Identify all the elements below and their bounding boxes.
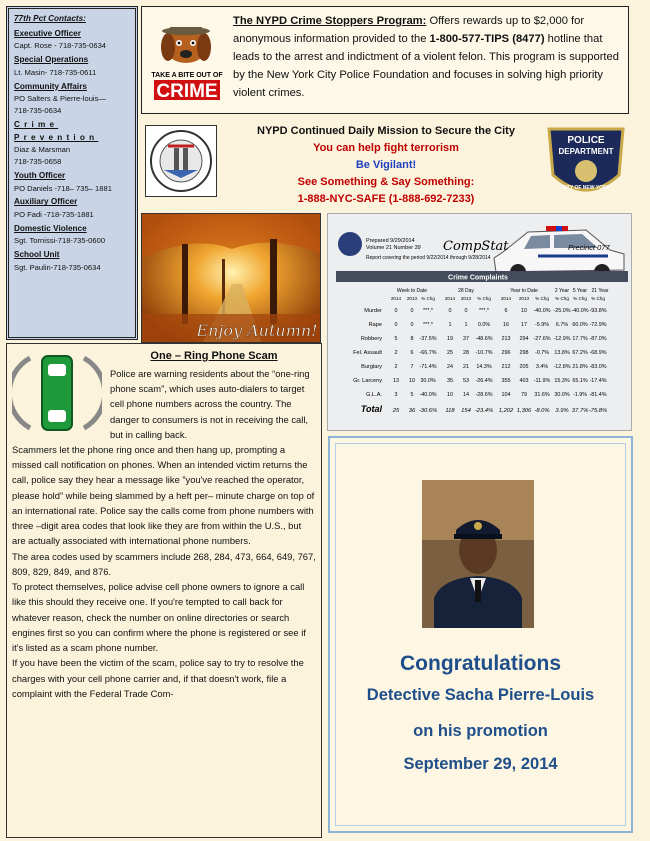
compstat-group-header: 2 Year (554, 288, 570, 294)
compstat-cell: 1 (464, 322, 468, 328)
compstat-cell: 0 (394, 322, 398, 328)
compstat-cell: 7 (410, 364, 414, 370)
compstat-cell: -87.0% (589, 336, 607, 342)
compstat-cell: 10 (409, 378, 415, 384)
compstat-prepared: Prepared 9/29/2014 (366, 238, 415, 244)
compstat-column-header: 2013 (518, 296, 530, 301)
compstat-total-cell: 37.7% (571, 408, 589, 414)
compstat-row-label: Fel. Assault (353, 350, 382, 356)
contact-heading: Community Affairs (14, 81, 87, 91)
compstat-cell: -11.9% (533, 378, 551, 384)
svg-text:TAKE A BITE OUT OF: TAKE A BITE OUT OF (151, 72, 223, 79)
compstat-cell: -28.6% (475, 392, 493, 398)
compstat-cell: 213 (501, 336, 511, 342)
compstat-cell: 10 (447, 392, 453, 398)
compstat-cell: 3 (394, 392, 398, 398)
compstat-cell: -40.0% (571, 308, 589, 314)
compstat-group-header: 28 Day (458, 288, 474, 294)
compstat-cell: -48.6% (475, 336, 493, 342)
autumn-caption: Enjoy Autumn! (196, 321, 318, 340)
compstat-cell: 17 (521, 322, 527, 328)
compstat-cell: -26.4% (475, 378, 493, 384)
compstat-cell: -81.4% (589, 392, 607, 398)
compstat-cell: 28 (463, 350, 469, 356)
compstat-cell: -72.9% (589, 322, 607, 328)
compstat-cell: -25.0% (553, 308, 571, 314)
compstat-cell: 104 (501, 392, 511, 398)
compstat-cell: ***.* (479, 308, 489, 314)
contact-heading: Crime Prevention (14, 119, 99, 142)
compstat-group-header: Week to Date (396, 288, 428, 294)
compstat-period: Report covering the period 9/22/2014 through 9/28/2014 (366, 255, 491, 261)
compstat-row-label: G.L.A. (366, 392, 382, 398)
compstat-cell: 17.7% (572, 336, 588, 342)
promotion-text: on his promotion (413, 722, 548, 740)
compstat-cell: 15.3% (554, 378, 570, 384)
compstat-cell: 31.6% (534, 392, 550, 398)
nypd-patch-icon (545, 123, 627, 201)
compstat-column-header: % Chg (477, 296, 491, 301)
mission-vigilant: Be Vigilant! (355, 159, 417, 172)
compstat-cell: -1.9% (572, 392, 588, 398)
contact-line: 718-735-0634 (14, 106, 62, 116)
compstat-column-header: 2013 (460, 296, 472, 301)
crime-stoppers-title: The NYPD Crime Stoppers Program: (233, 15, 427, 27)
compstat-row-label: Burglary (361, 364, 382, 370)
compstat-total-cell: -75.8% (588, 408, 608, 414)
compstat-cell: 8 (410, 336, 414, 342)
compstat-cell: 30.0% (554, 392, 570, 398)
compstat-cell: 67.2% (572, 350, 588, 356)
compstat-volume: Volume 21 Number 39 (366, 245, 421, 251)
crime-stoppers-text (233, 13, 623, 103)
contact-list (14, 28, 130, 274)
mission-terrorism: You can help fight terrorism (313, 142, 459, 155)
compstat-total-cell: -8.0% (534, 408, 550, 414)
compstat-cell: 60.0% (572, 322, 588, 328)
compstat-column-header: % Chg (555, 296, 569, 301)
compstat-total-cell: -30.6% (418, 408, 438, 414)
mission-hotline: 1-888-NYC-SAFE (1-888-692-7233) (297, 193, 475, 206)
compstat-total-cell: 1,306 (516, 408, 532, 414)
scam-paragraph-5: If you have been the victim of the scam, police say to try to resolve the charges with your cell phone carrier and, if that doesn't work, file a complaint with the Federal Trade Com- (12, 657, 304, 699)
compstat-cell: 0 (410, 308, 414, 314)
compstat-cell: 21 (463, 364, 469, 370)
compstat-cell: 0.0% (477, 322, 491, 328)
scam-paragraph-4: To protect themselves, police advise cell phone owners to ignore a call like this should they receive one. If you're tempted to call back for whatever reason, check the number on online directories or search engines first so you can confirm where the phone is registered or see if it's listed as a scam phone number. (12, 581, 306, 654)
congratulations-heading: Congratulations (400, 652, 561, 675)
compstat-row-label: Rape (368, 322, 382, 328)
crime-stoppers-body-1: Offers rewards up to $2,000 for anonymous information provided to the (233, 15, 585, 45)
compstat-cell: 37 (463, 336, 469, 342)
contact-heading: Domestic Violence (14, 223, 87, 233)
compstat-total-cell: 25 (392, 408, 400, 414)
detective-name: Detective Sacha Pierre-Louis (366, 686, 595, 704)
compstat-cell: -27.6% (533, 336, 551, 342)
compstat-cell: ***.* (423, 308, 433, 314)
compstat-table-title: Crime Complaints (448, 274, 508, 282)
mcgruff-logo (148, 17, 226, 105)
compstat-cell: -10.7% (475, 350, 493, 356)
patch-top-text: POLICE (567, 135, 605, 146)
compstat-cell: -83.0% (589, 364, 607, 370)
compstat-column-header: 2014 (500, 296, 512, 301)
compstat-cell: 14 (463, 392, 469, 398)
compstat-cell: 205 (519, 364, 529, 370)
contact-line: PO Fadi -718-735-1881 (14, 209, 94, 219)
compstat-cell: -0.7% (534, 350, 550, 356)
detective-photo (422, 480, 534, 628)
contact-line: 718-735-0658 (14, 157, 62, 167)
compstat-cell: -5.9% (534, 322, 550, 328)
compstat-cell: 53 (463, 378, 469, 384)
compstat-cell: 298 (519, 350, 529, 356)
compstat-cell: 13.8% (554, 350, 570, 356)
compstat-cell: 0 (410, 322, 414, 328)
compstat-cell: -68.9% (589, 350, 607, 356)
compstat-column-header: % Chg (535, 296, 549, 301)
compstat-cell: 65.1% (572, 378, 588, 384)
compstat-cell: 296 (501, 350, 511, 356)
compstat-total-cell: 154 (461, 408, 471, 414)
compstat-cell: 21.8% (572, 364, 588, 370)
svg-text:CRIME: CRIME (156, 81, 218, 102)
contacts-title: 77th Pct Contacts: (14, 14, 86, 23)
compstat-cell: -71.4% (419, 364, 437, 370)
contact-heading: School Unit (14, 250, 60, 260)
contacts-sidebar (6, 6, 138, 340)
contact-line: Sgt. Paulin-718-735-0634 (14, 262, 101, 272)
compstat-cell: 13 (393, 378, 399, 384)
compstat-precinct: Precinct 077 (568, 243, 610, 252)
contact-heading: Executive Officer (14, 28, 81, 38)
mission-text (221, 123, 551, 208)
compstat-column-header: 2013 (406, 296, 418, 301)
congratulations-panel (328, 436, 633, 833)
compstat-cell: 35 (447, 378, 453, 384)
compstat-cell: 30.0% (420, 378, 436, 384)
contact-heading: Youth Officer (14, 170, 66, 180)
compstat-column-header: % Chg (573, 296, 587, 301)
compstat-cell: 16 (503, 322, 509, 328)
compstat-cell: 2 (394, 350, 398, 356)
compstat-cell: 24 (447, 364, 453, 370)
compstat-cell: -40.0% (419, 392, 437, 398)
compstat-cell: 2 (394, 364, 398, 370)
compstat-total-cell: 1,202 (498, 408, 514, 414)
contact-heading: Auxiliary Officer (14, 197, 78, 207)
compstat-cell: 0 (394, 308, 398, 314)
mission-panel (141, 121, 631, 211)
contact-line: Sgt. Tornissi-718-735-0600 (14, 236, 106, 246)
contact-line: Capt. Rose - 718-735-0634 (14, 41, 107, 51)
phone-scam-article (6, 343, 322, 838)
patch-mid-text: DEPARTMENT (558, 147, 614, 156)
crime-stoppers-panel (141, 6, 629, 114)
phone-scam-title: One – Ring Phone Scam (150, 350, 278, 362)
compstat-cell: 6.7% (555, 322, 569, 328)
compstat-total-cell: 36 (408, 408, 416, 414)
compstat-row-label: Gr. Larceny (353, 378, 382, 384)
compstat-total-label: Total (360, 404, 382, 414)
compstat-cell: 6 (410, 350, 414, 356)
compstat-cell: 5 (394, 336, 398, 342)
scam-paragraph-3: The area codes used by scammers include 268, 284, 473, 664, 649, 767, 809, 829, 849, and 876. (12, 550, 316, 577)
compstat-cell: 355 (501, 378, 511, 384)
contact-line: PO Salters & Pierre-louis— (14, 94, 106, 104)
contact-heading: Special Operations (14, 55, 89, 65)
compstat-row-label: Robbery (360, 336, 382, 342)
compstat-column-header: % Chg (591, 296, 605, 301)
compstat-cell: 19 (447, 336, 453, 342)
compstat-cell: -17.4% (589, 378, 607, 384)
compstat-cell: 79 (521, 392, 527, 398)
promotion-date: September 29, 2014 (403, 755, 558, 773)
phone-handset-icon (12, 348, 102, 438)
compstat-cell: ***.* (423, 322, 433, 328)
compstat-cell: 5 (410, 392, 414, 398)
crime-stoppers-body-2: hotline that leads to the arrest and indictment of a violent felon. This program is supported by the New York City Police Foundation and focuses in solving high priority violent crimes. (233, 32, 619, 99)
compstat-cell: 10 (521, 308, 527, 314)
nyc-seal-icon (145, 125, 217, 197)
scam-paragraph-1: Police are warning residents about the “one-ring phone scam”, which uses auto-dialers to target cell phone numbers across the country. The danger to consumers is not in receiving the call, but in calling back. (110, 367, 310, 440)
compstat-cell: -12.8% (553, 364, 571, 370)
mission-see-something: See Something & Say Something: (297, 176, 475, 189)
compstat-group-header: Year to Date (510, 288, 538, 294)
contact-line: PO Daniels -718– 735– 1881 (14, 183, 112, 193)
compstat-total-cell: 118 (445, 408, 455, 414)
compstat-image (328, 214, 632, 431)
autumn-forest-image (142, 214, 321, 343)
compstat-cell: 3.4% (535, 364, 549, 370)
compstat-report (327, 213, 632, 431)
tips-hotline: 1-800-577-TIPS (8477) (429, 32, 545, 45)
compstat-cell: -12.9% (553, 336, 571, 342)
compstat-cell: 294 (519, 336, 529, 342)
compstat-cell: 0 (448, 308, 452, 314)
compstat-cell: 403 (519, 378, 529, 384)
compstat-cell: -40.0% (533, 308, 551, 314)
mission-heading: NYPD Continued Daily Mission to Secure the City (257, 125, 515, 137)
autumn-picture (141, 213, 321, 343)
compstat-cell: 0 (464, 308, 468, 314)
contact-line: Diaz & Marsman (14, 145, 71, 155)
compstat-cell: -93.8% (589, 308, 607, 314)
compstat-total-cell: 3.9% (555, 408, 569, 414)
compstat-group-header: 5 Year (572, 288, 588, 294)
compstat-cell: 25 (447, 350, 453, 356)
compstat-row-label: Murder (364, 308, 382, 314)
compstat-cell: -37.5% (419, 336, 437, 342)
compstat-cell: -66.7% (419, 350, 437, 356)
compstat-brand: CompStat (443, 239, 509, 254)
compstat-cell: 1 (448, 322, 452, 328)
compstat-column-header: % Chg (421, 296, 435, 301)
scam-paragraph-2: Scammers let the phone ring once and then hang up, prompting a missed call notification on phones. When an intended victim returns the call, police say they hear a message like ”you've reached the operator, please hold” while being slammed by a heft per– minute charge on top of an international rate. Police say the calls come from phone numbers with three –digit area codes that look like they are from within the U.S., but are actually associated with international phone numbers. (12, 443, 315, 547)
compstat-group-header: 21 Year (591, 288, 609, 294)
compstat-total-cell: -23.4% (474, 408, 494, 414)
compstat-cell: 14.3% (476, 364, 492, 370)
compstat-column-header: 2014 (444, 296, 456, 301)
contact-line: Lt. Masin- 718-735-0611 (14, 67, 97, 77)
patch-bottom-text: CITY OF NEW YORK (561, 185, 611, 191)
compstat-cell: 6 (504, 308, 508, 314)
compstat-cell: 212 (501, 364, 511, 370)
compstat-column-header: 2014 (390, 296, 402, 301)
